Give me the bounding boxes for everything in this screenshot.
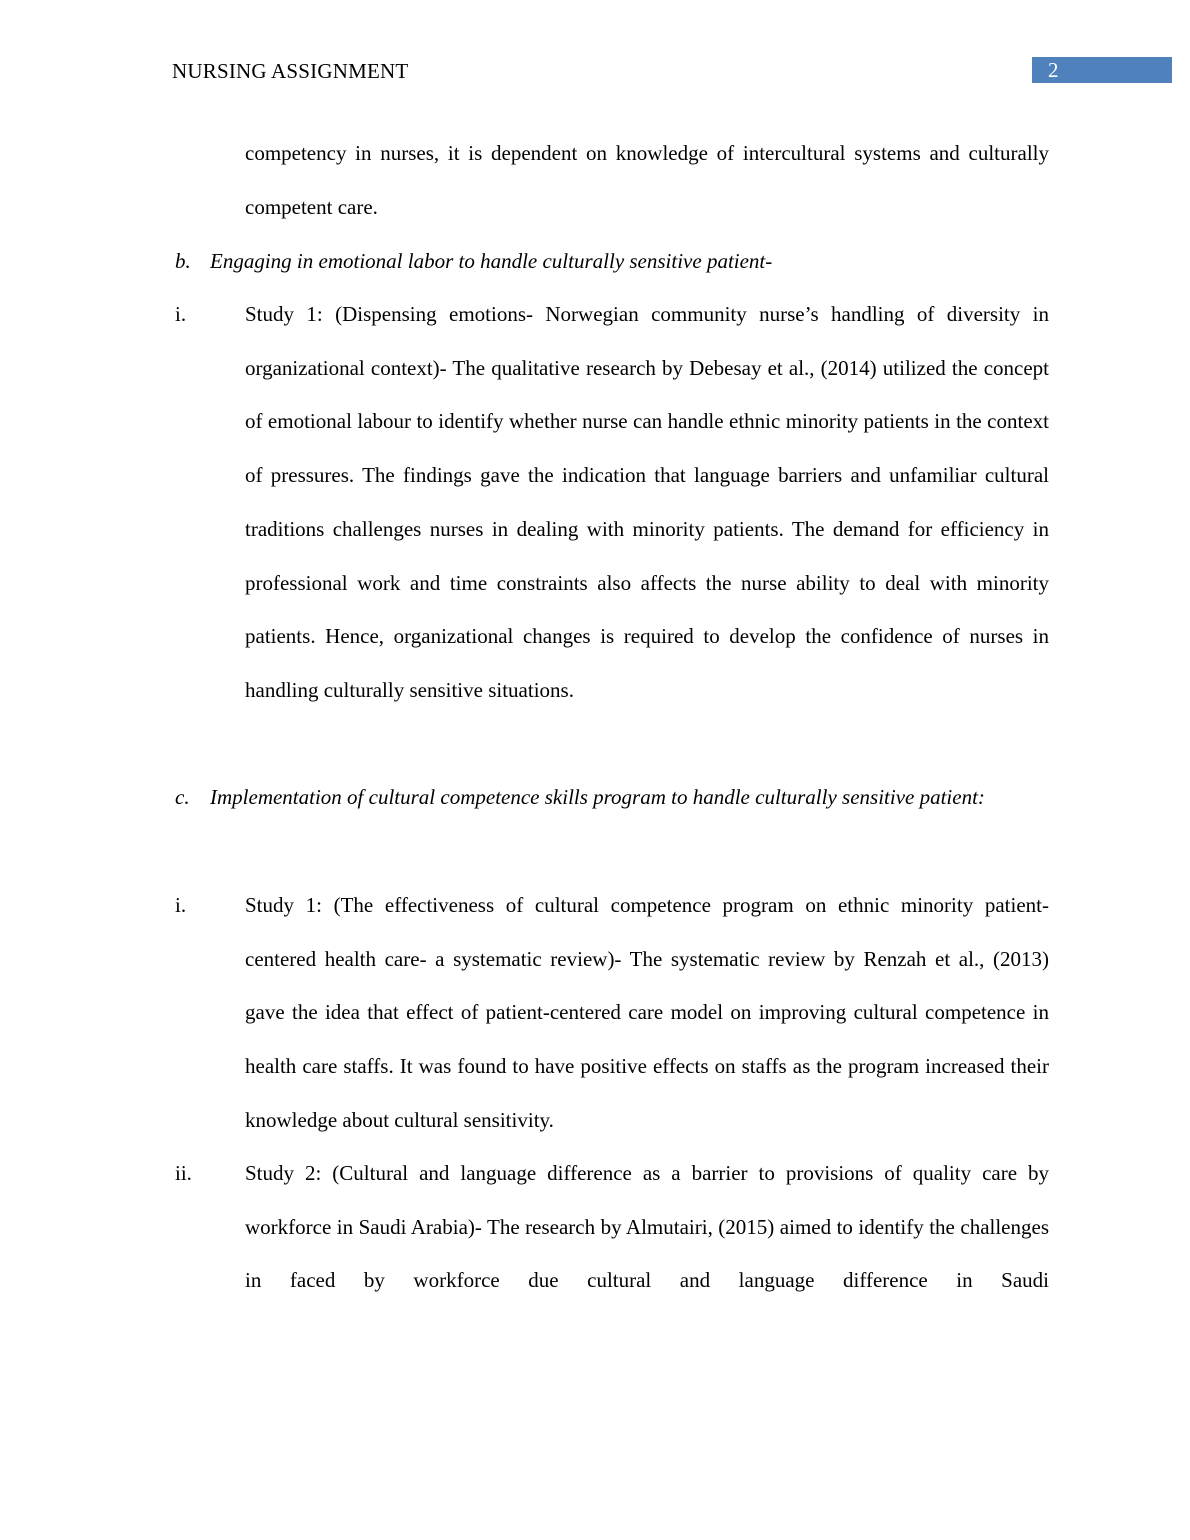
section-b-marker: b. — [175, 249, 191, 273]
section-b-item-1-text: Study 1: (Dispensing emotions- Norwegian community nurse’s handling of diversity in organizational context)- The qualitative research by Debesay et al., (2014) utilized the concept of emotional labour to identify whether nurse can handle ethnic minority patients in the context of pressures. The findings gave the indication that language barriers and unfamiliar cultural traditions challenges nurses in dealing with minority patients. The demand for efficiency in professional work and time constraints also affects the nurse ability to deal with minority patients. Hence, organizational changes is required to develop the confidence of nurses in handling culturally sensitive situations. — [245, 302, 1049, 702]
section-b-heading: Engaging in emotional labor to handle culturally sensitive patient- — [210, 249, 773, 273]
section-c-item-1-text: Study 1: (The effectiveness of cultural competence program on ethnic minority patient-centered health care- a systematic review)- The systematic review by Renzah et al., (2013) gave the idea that effect of patient-centered care model on improving cultural competence in health care staffs. It was found to have positive effects on staffs as the program increased their knowledge about cultural sensitivity. — [245, 893, 1049, 1132]
section-c-item-2-marker: ii. — [175, 1161, 192, 1185]
section-c-item-2-text: Study 2: (Cultural and language difference as a barrier to provisions of quality care by workforce in Saudi Arabia)- The research by Almutairi, (2015) aimed to identify the challenges in faced by workforce due cultural and language difference in Saudi — [245, 1161, 1049, 1293]
section-b-item-1-marker: i. — [175, 302, 187, 326]
intro-paragraph: competency in nurses, it is dependent on knowledge of intercultural systems and culturally competent care. — [245, 141, 1049, 219]
section-c-marker: c. — [175, 785, 190, 809]
page-number: 2 — [1032, 57, 1172, 83]
header-title: NURSING ASSIGNMENT — [172, 59, 409, 83]
section-c-heading: Implementation of cultural competence skills program to handle culturally sensitive patient: — [210, 785, 985, 809]
section-c-item-1-marker: i. — [175, 893, 187, 917]
